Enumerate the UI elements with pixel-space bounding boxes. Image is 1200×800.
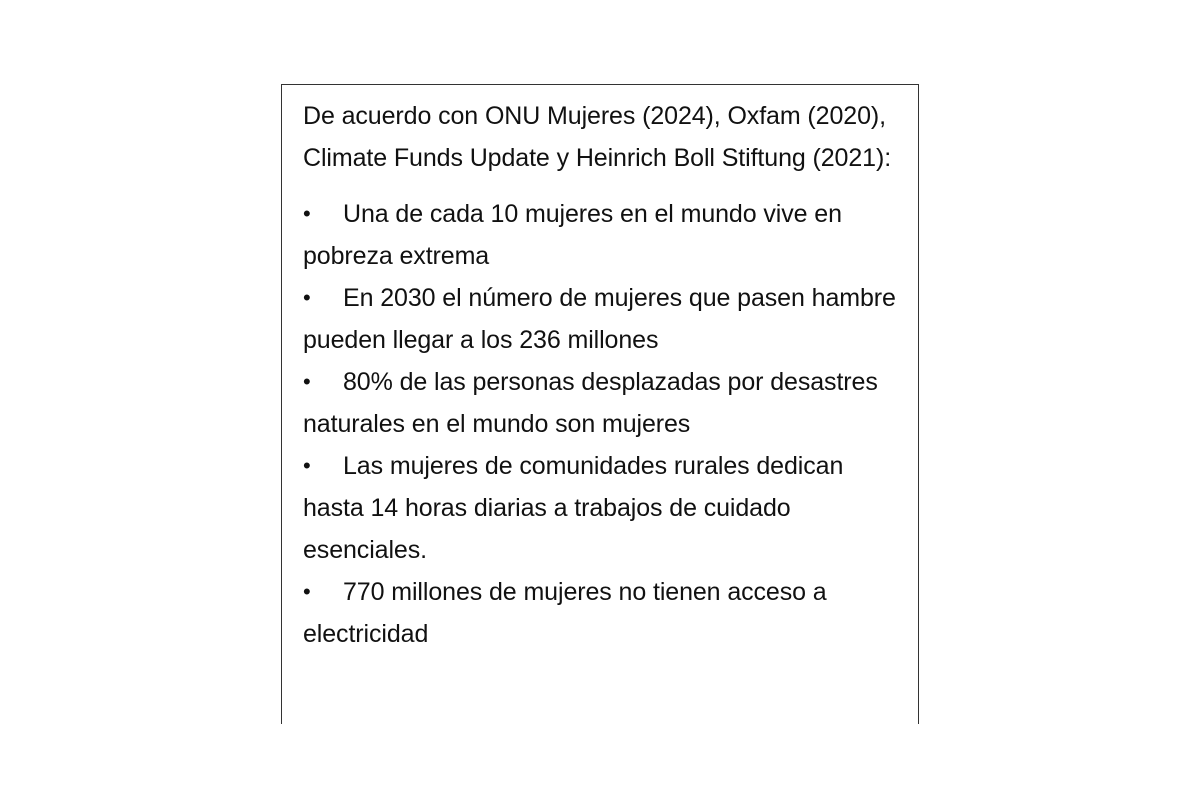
list-item [303,193,902,277]
facts-list [303,193,902,655]
fact-text: En 2030 el número de mujeres que pasen hambre pueden llegar a los 236 millones [303,284,896,354]
bullet-icon: • [303,579,311,604]
fact-text: 80% de las personas desplazadas por desastres naturales en el mundo son mujeres [303,368,878,438]
list-item [303,361,902,445]
list-item [303,277,902,361]
fact-text: Una de cada 10 mujeres en el mundo vive en pobreza extrema [303,200,842,270]
fact-text: 770 millones de mujeres no tienen acceso a electricidad [303,578,827,648]
bullet-icon: • [303,369,311,394]
intro-paragraph: De acuerdo con ONU Mujeres (2024), Oxfam (2020), Climate Funds Update y Heinrich Boll Stiftung (2021): [303,102,892,172]
text-box [281,84,919,724]
list-item [303,445,902,571]
list-item [303,571,902,655]
fact-text: Las mujeres de comunidades rurales dedican hasta 14 horas diarias a trabajos de cuidado esenciales. [303,452,844,564]
bullet-icon: • [303,285,311,310]
bullet-icon: • [303,453,311,478]
bullet-icon: • [303,201,311,226]
